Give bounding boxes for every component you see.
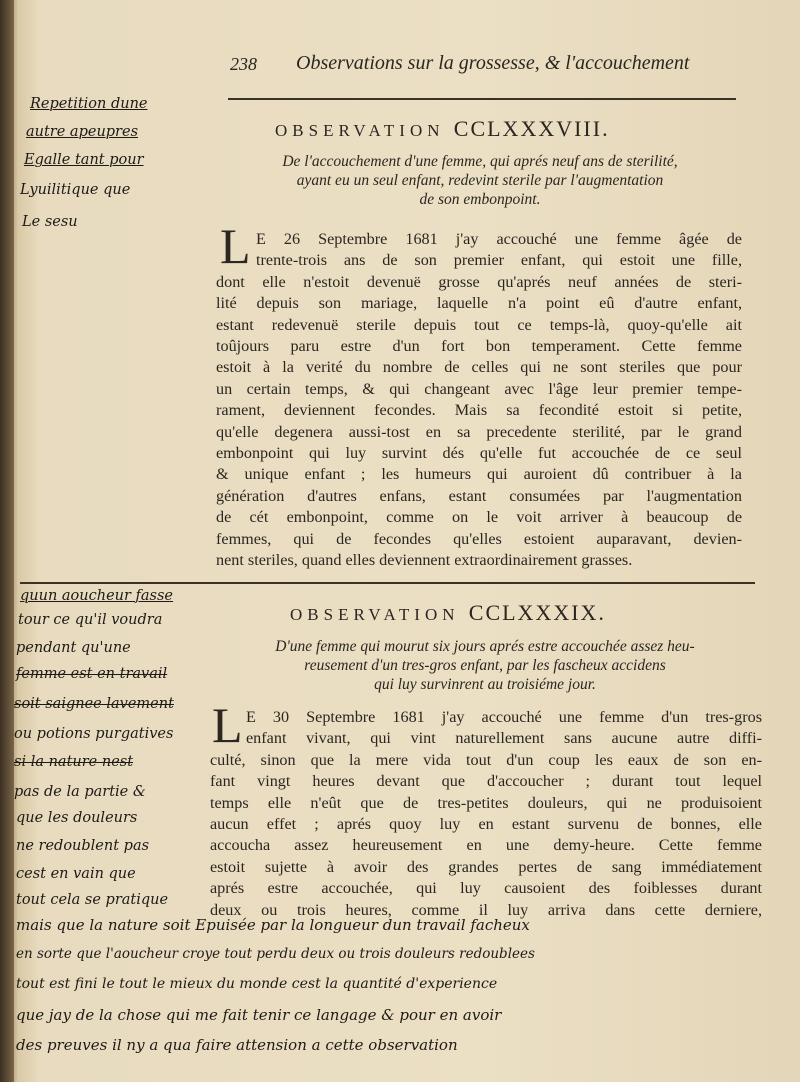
- text-line: génération d'autres enfans, estant consumées par l'augmentation: [216, 486, 742, 505]
- observation-289-title: [290, 600, 606, 626]
- observation-label: OBSERVATION: [275, 121, 445, 140]
- handwritten-line: Repetition dune: [30, 96, 148, 112]
- section-rule: [20, 582, 755, 584]
- text-line: embonpoint qui luy survint dés qu'elle fut accouchée de ce seul: [216, 444, 742, 463]
- text-line: rament, deviennent fecondes. Mais sa fecondité estoit si petite,: [216, 401, 742, 420]
- text-line: estoit à la verité du nombre de celles qui ne sont steriles que pour: [216, 358, 742, 377]
- text-line: dont elle n'estoit devenuë grosse qu'aprés neuf années de steri-: [216, 272, 742, 291]
- handwritten-line: si la nature nest: [14, 754, 134, 770]
- handwritten-line: ou potions purgatives: [14, 726, 174, 742]
- text-line: toûjours paru estre d'un fort bon temperament. Cette femme: [216, 337, 742, 356]
- text-line: estant redevenuë sterile depuis tout ce temps-là, quoy-qu'elle ait: [216, 315, 742, 334]
- book-gutter: [0, 0, 14, 1082]
- text-line: deux ou trois heures, comme il luy arriva dans cette derniere,: [210, 900, 762, 919]
- subtitle-line: De l'accouchement d'une femme, qui aprés neuf ans de sterilité,: [282, 153, 678, 170]
- subtitle-line: reusement d'un tres-gros enfant, par les fascheux accidens: [304, 657, 666, 674]
- text-line: fant vingt heures devant que d'accoucher ; durant tout lequel: [210, 772, 762, 791]
- text-line: un certain temps, & qui changeant avec l'âge leur premier tempe-: [216, 379, 742, 398]
- drop-cap: L: [212, 697, 243, 753]
- header-rule: [228, 98, 736, 100]
- handwritten-line: pendant qu'une: [16, 640, 131, 656]
- observation-288-subtitle: [215, 152, 745, 209]
- subtitle-line: ayant eu un seul enfant, redevint sterile par l'augmentation: [296, 172, 664, 189]
- handwritten-line: Egalle tant pour: [24, 152, 144, 168]
- text-line: de cét embonpoint, comme on le voit arriver à beaucoup de: [216, 508, 742, 527]
- handwritten-line: en sorte que l'aoucheur croye tout perdu deux ou trois douleurs redoublees: [16, 946, 535, 962]
- text-line: aprés estre accouchée, qui luy causoient des foiblesses durant: [210, 879, 762, 898]
- observation-number: CCLXXXVIII.: [453, 116, 610, 141]
- text-line: nent steriles, quand elles deviennent extraordinairement grasses.: [216, 551, 633, 570]
- text-line: & unique enfant ; les humeurs qui auroient dû contribuer à la: [216, 465, 742, 484]
- subtitle-line: D'une femme qui mourut six jours aprés estre accouchée assez heu-: [275, 638, 695, 655]
- text-line: temps elle n'eût que de tres-petites douleurs, qui ne produisoient: [210, 793, 762, 812]
- text-line: accoucha assez heureusement en une demy-heure. Cette femme: [210, 836, 762, 855]
- handwritten-line: femme est en travail: [16, 666, 168, 682]
- text-line: lité depuis son mariage, laquelle n'a point eû d'autre enfant,: [216, 294, 742, 313]
- text-line: trente-trois ans de son premier enfant, qui estoit une fille,: [256, 251, 742, 270]
- handwritten-line: tout cela se pratique: [16, 892, 169, 908]
- handwritten-line: tour ce qu'il voudra: [18, 612, 163, 628]
- observation-289-subtitle: [212, 637, 758, 694]
- running-head: [230, 52, 770, 86]
- subtitle-line: de son embonpoint.: [419, 191, 541, 208]
- handwritten-line: que les douleurs: [16, 810, 138, 826]
- handwritten-line: autre apeupres: [26, 124, 139, 140]
- handwritten-line: Lyuilitique que: [20, 182, 131, 198]
- handwritten-line: Le sesu: [22, 214, 78, 230]
- handwritten-line: mais que la nature soit Epuisée par la longueur dun travail facheux: [16, 916, 530, 934]
- text-line: estoit sujette à avoir des grandes pertes de sang immédiatement: [210, 857, 762, 876]
- observation-288-title: [275, 116, 610, 142]
- running-title: Observations sur la grossesse, & l'accouchement: [296, 52, 690, 74]
- text-line: femmes, qui de fecondes qu'elles estoient auparavant, devien-: [216, 529, 742, 548]
- handwritten-line: soit saignee lavement: [14, 696, 174, 712]
- drop-cap: L: [220, 218, 251, 274]
- observation-label: OBSERVATION: [290, 605, 460, 624]
- handwritten-line: tout est fini le tout le mieux du monde cest la quantité d'experience: [16, 976, 498, 992]
- handwritten-line: cest en vain que: [16, 866, 136, 882]
- text-line: enfant vivant, qui vint naturellement sans aucune autre diffi-: [246, 729, 762, 748]
- subtitle-line: qui luy survinrent au troisiéme jour.: [374, 676, 596, 693]
- text-line: aucun effet ; aprés quoy luy en estant survenu de bonnes, elle: [210, 815, 762, 834]
- text-line: E 26 Septembre 1681 j'ay accouché une femme âgée de: [256, 230, 742, 248]
- observation-289-body: [210, 707, 762, 921]
- observation-288-body: [216, 229, 742, 572]
- text-line: E 30 Septembre 1681 j'ay accouché une femme d'un tres-gros: [246, 708, 762, 726]
- handwritten-line: ne redoublent pas: [16, 838, 150, 854]
- handwritten-line: des preuves il ny a qua faire attension a cette observation: [16, 1036, 458, 1054]
- page-number: 238: [230, 54, 257, 74]
- text-line: culté, sinon que la mere vida tout d'un coup les eaux de son en-: [210, 750, 762, 769]
- observation-number: CCLXXXIX.: [468, 600, 606, 625]
- handwritten-line: quun aoucheur fasse: [20, 588, 174, 604]
- text-line: qu'elle degenera aussi-tost en sa precedente sterilité, par le grand: [216, 422, 742, 441]
- handwritten-line: pas de la partie &: [14, 784, 146, 800]
- handwritten-line: que jay de la chose qui me fait tenir ce langage & pour en avoir: [16, 1006, 502, 1024]
